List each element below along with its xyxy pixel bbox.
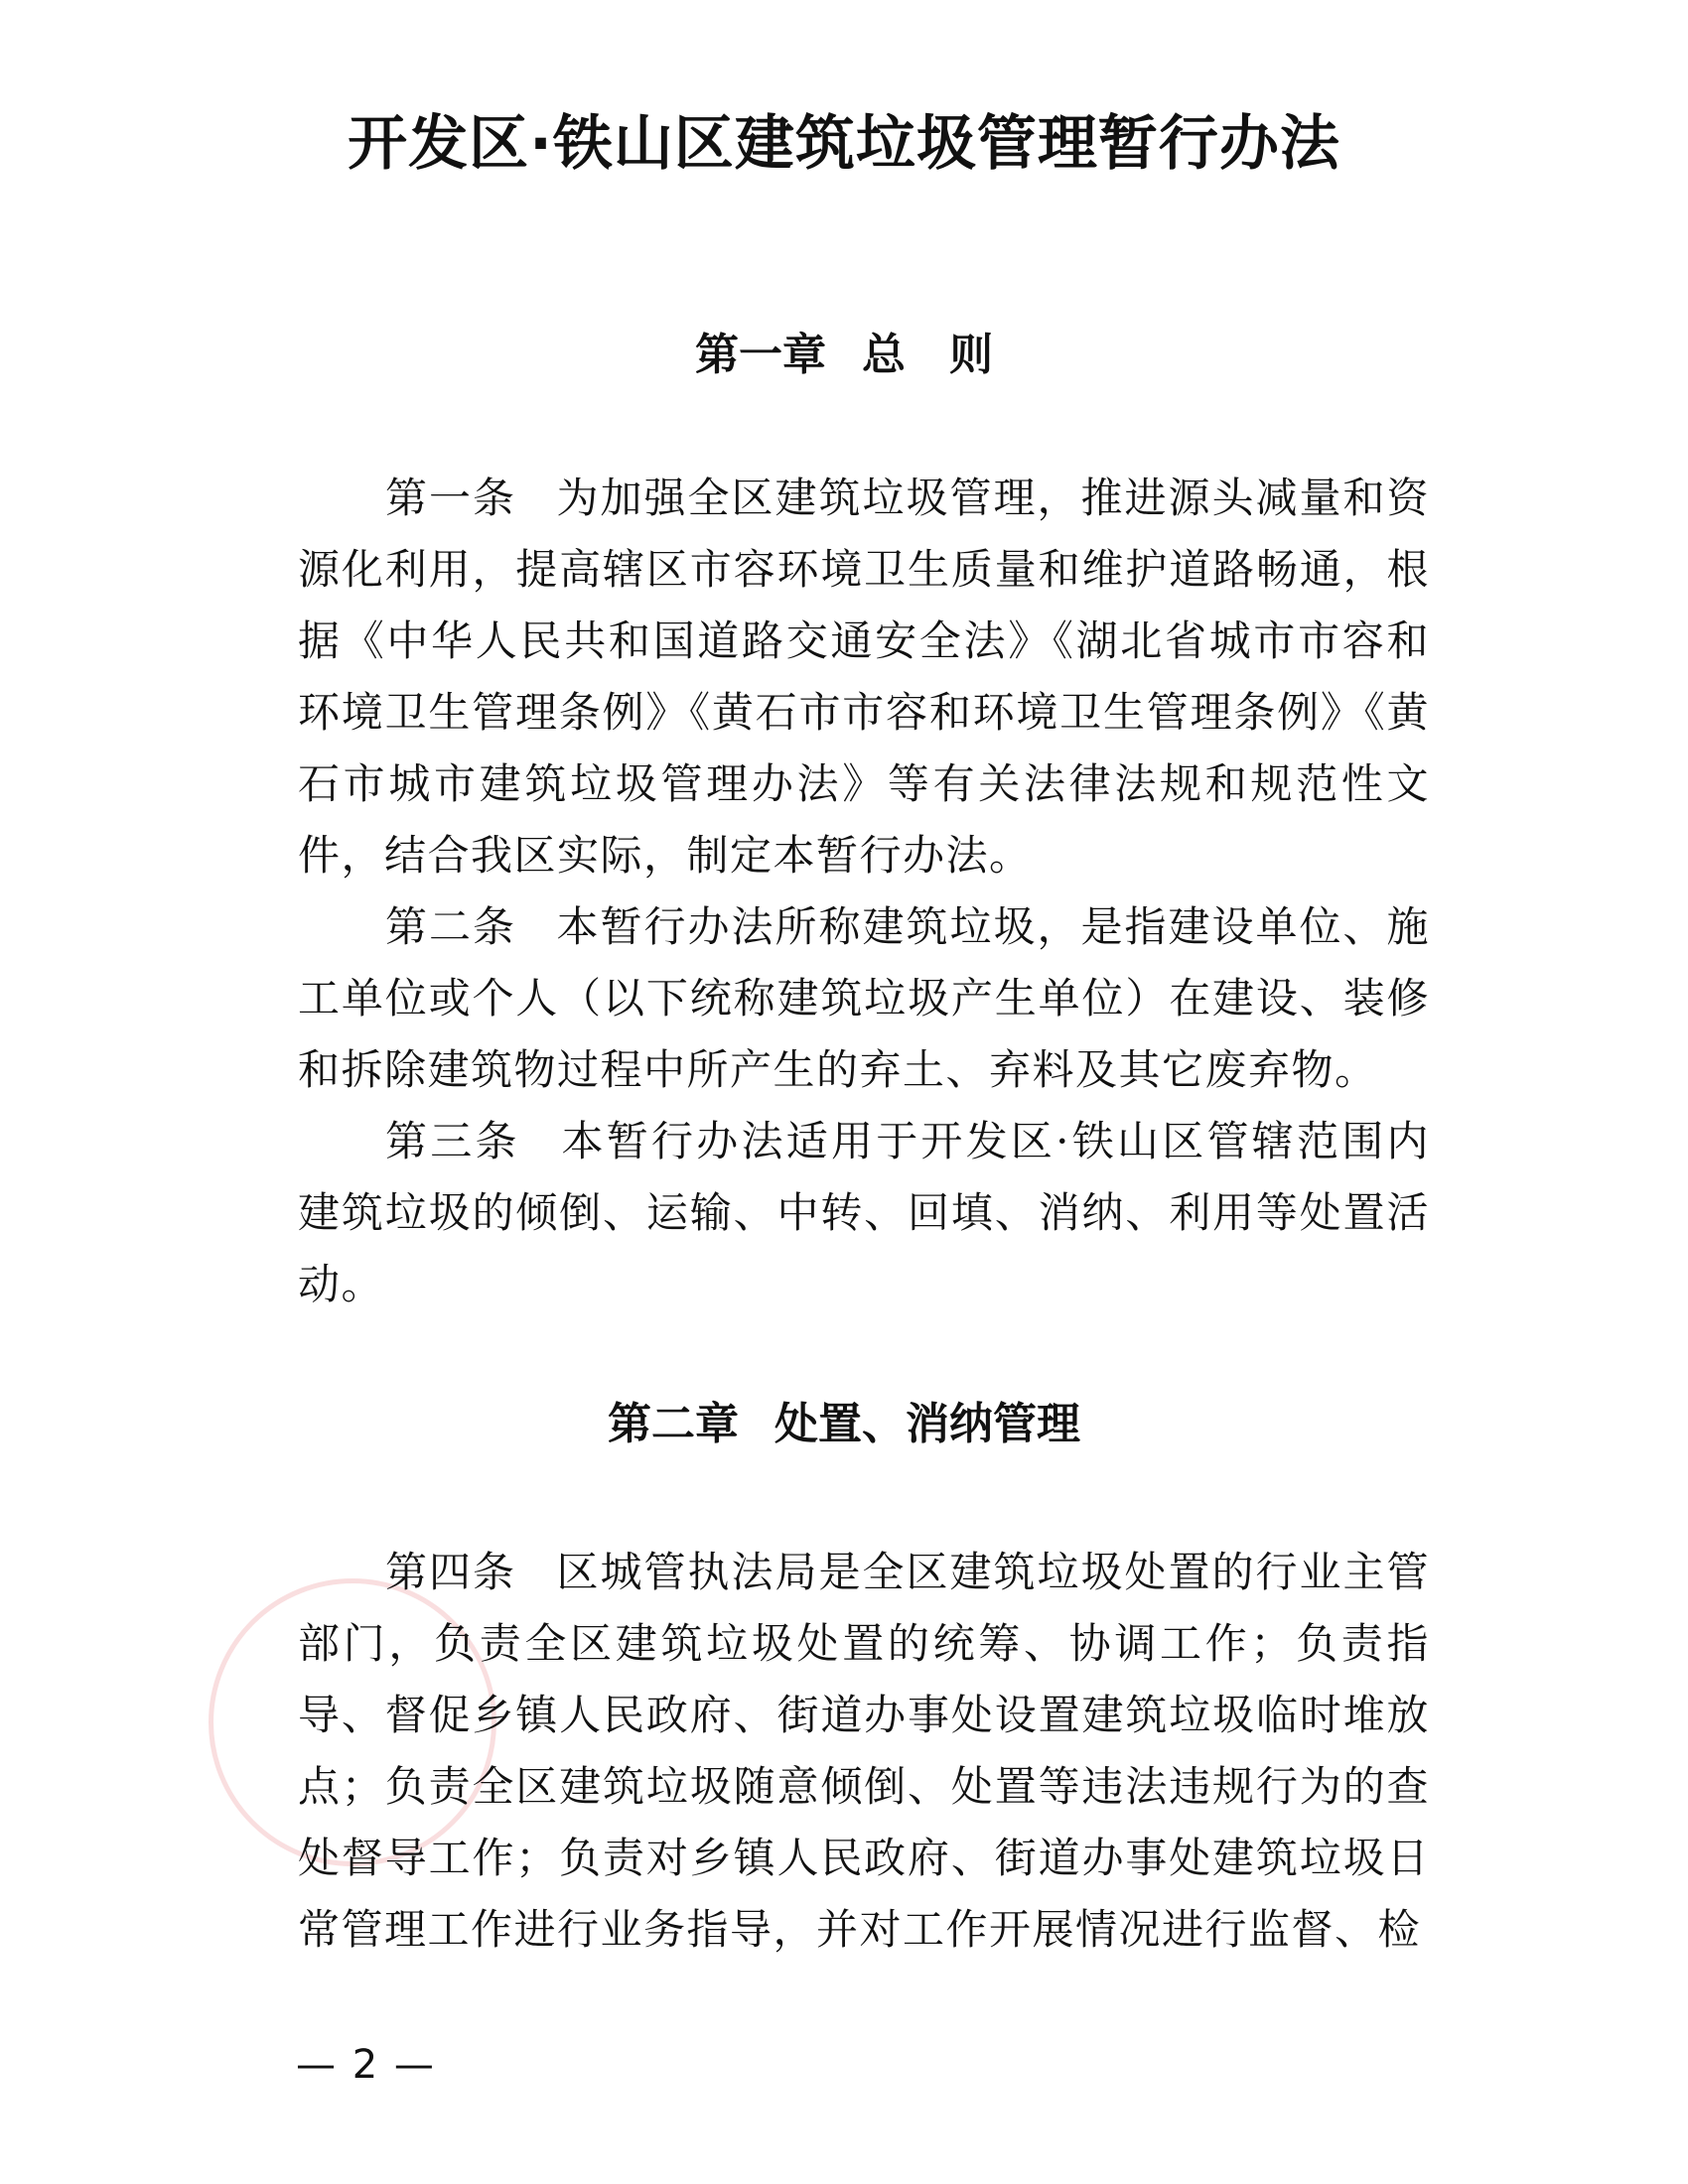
chapter-heading-1	[0, 326, 1688, 385]
article-text: 区城管执法局是全区建筑垃圾处置的行业主管部门，负责全区建筑垃圾处置的统筹、协调工作；负责指导、督促乡镇人民政府、街道办事处设置建筑垃圾临时堆放点；负责全区建筑垃圾随意倾倒、处置等违法违规行为的查处督导工作；负责对乡镇人民政府、街道办事处建筑垃圾日常管理工作进行业务指导，并对工作开展情况进行监督、检	[298, 1548, 1430, 1954]
chapter-number: 第一章	[695, 330, 826, 380]
chapter-name: 处置、消纳管理	[774, 1399, 1080, 1449]
chapter-heading-2	[0, 1395, 1688, 1454]
article-label: 第二条	[385, 902, 516, 951]
article-paragraph	[298, 1106, 1430, 1320]
document-title: 开发区·铁山区建筑垃圾管理暂行办法	[348, 109, 1340, 179]
page-number: — 2 —	[296, 2042, 436, 2088]
chapter-1-body	[298, 463, 1430, 1320]
article-paragraph	[298, 463, 1430, 891]
article-label: 第三条	[385, 1117, 520, 1165]
chapter-name: 总 则	[862, 330, 993, 380]
article-text: 为加强全区建筑垃圾管理，推进源头减量和资源化利用，提高辖区市容环境卫生质量和维护道路畅通，根据《中华人民共和国道路交通安全法》《湖北省城市市容和环境卫生管理条例》《黄石市市容和环境卫生管理条例》《黄石市城市建筑垃圾管理办法》等有关法律法规和规范性文件，结合我区实际，制定本暂行办法。	[298, 474, 1430, 880]
chapter-2-body	[298, 1537, 1430, 1966]
article-paragraph	[298, 891, 1430, 1106]
article-paragraph	[298, 1537, 1430, 1966]
article-label: 第一条	[385, 474, 516, 522]
article-text: 本暂行办法适用于开发区·铁山区管辖范围内建筑垃圾的倾倒、运输、中转、回填、消纳、利用等处置活动。	[298, 1117, 1430, 1308]
chapter-number: 第二章	[608, 1399, 739, 1449]
article-label: 第四条	[385, 1548, 516, 1596]
article-text: 本暂行办法所称建筑垃圾，是指建设单位、施工单位或个人（以下统称建筑垃圾产生单位）在建设、装修和拆除建筑物过程中所产生的弃土、弃料及其它废弃物。	[298, 902, 1430, 1094]
